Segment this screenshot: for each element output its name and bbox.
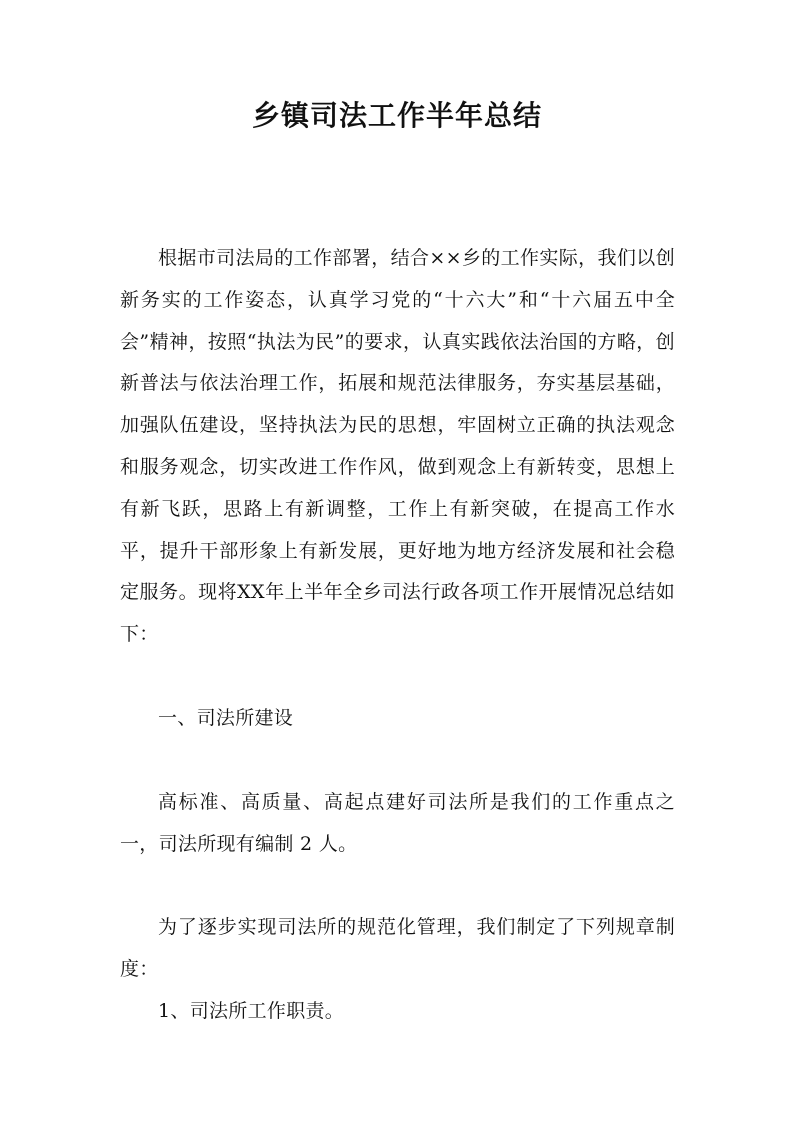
document-body	[120, 238, 675, 1033]
staffing-paragraph: 高标准、高质量、高起点建好司法所是我们的工作重点之一，司法所现有编制 2 人。	[120, 790, 675, 855]
document-title: 乡镇司法工作半年总结	[251, 99, 542, 132]
section-heading-1: 一、司法所建设	[158, 706, 294, 729]
intro-paragraph: 根据市司法局的工作部署，结合××乡的工作实际，我们以创新务实的工作姿态，认真学习党的“十六大”和“十六届五中全会”精神，按照“执法为民”的要求，认真实践依法治国的方略，创新普法与依法治理工作，拓展和规范法律服务，夯实基层基础，加强队伍建设，坚持执法为民的思想，牢固树立正确的执法观念和服务观念，切实改进工作作风，做到观念上有新转变，思想上有新飞跃，思路上有新调整，工作上有新突破，在提高工作水平，提升干部形象上有新发展，更好地为地方经济发展和社会稳定服务。现将XX年上半年全乡司法行政各项工作开展情况总结如下：	[120, 247, 675, 646]
rules-paragraph: 为了逐步实现司法所的规范化管理，我们制定了下列规章制度：	[120, 916, 675, 981]
rule-item-1: 1、司法所工作职责。	[158, 999, 345, 1022]
